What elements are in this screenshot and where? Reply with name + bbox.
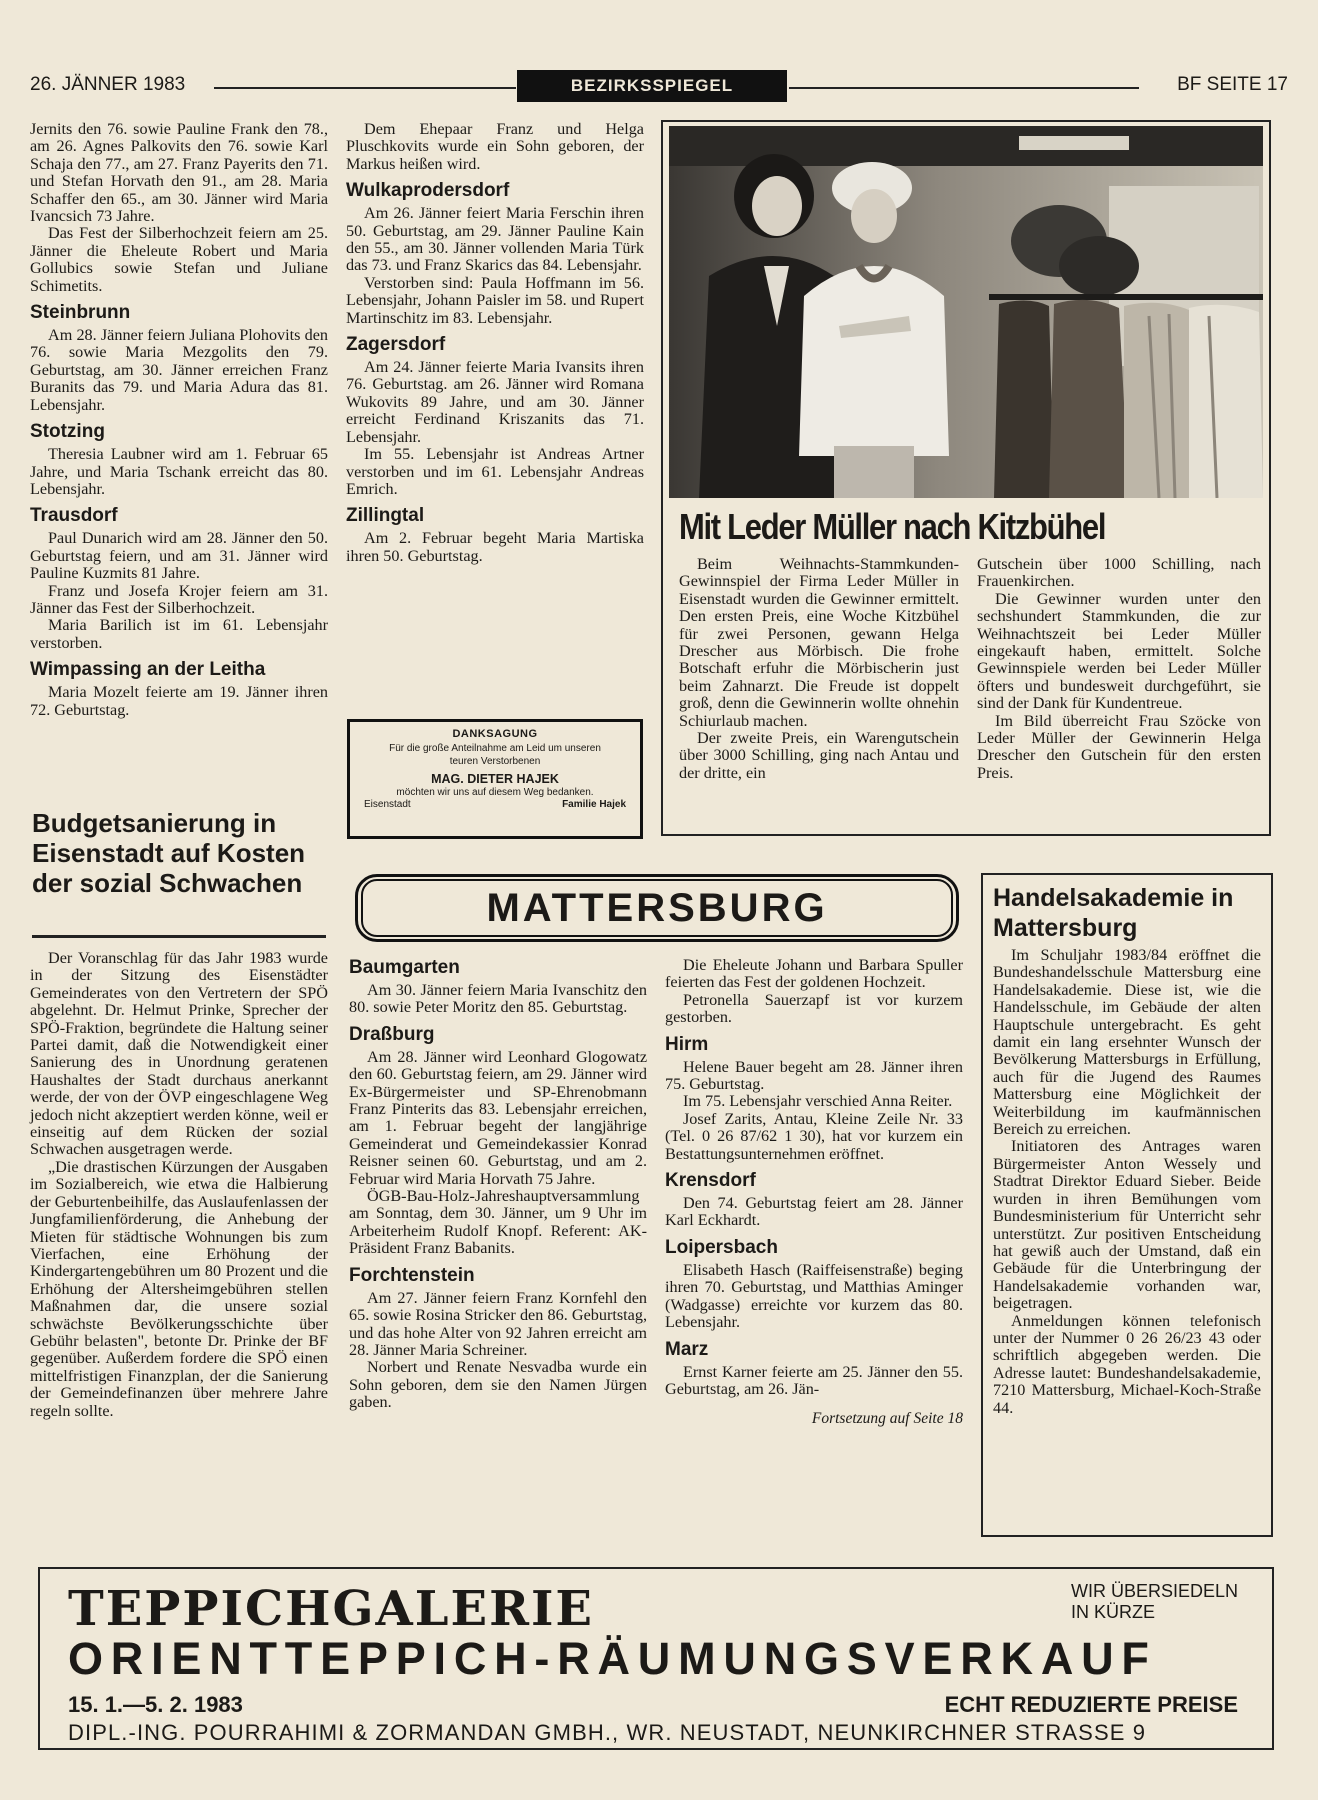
heading-wulkaprodersdorf: Wulkaprodersdorf <box>346 180 510 202</box>
teppichgalerie-ad <box>38 1567 1274 1750</box>
budget-text <box>30 950 328 1420</box>
dank-family: Familie Hajek <box>562 799 626 810</box>
text-wulka-1: Am 26. Jänner feiert Maria Ferschin ihren 50. Geburtstag, am 29. Jänner Pauline Kain den 55., am 30. Jänner vollenden Maria Türk das 73. und Franz Skarics das 84. Lebensjahr. <box>346 204 644 275</box>
dank-line-3: möchten wir uns auf diesem Weg bedanken. <box>396 787 594 798</box>
text-spuller: Die Eheleute Johann und Barbara Spuller feierten das Fest der goldenen Hochzeit. <box>665 956 963 992</box>
text-drassburg-1: Am 28. Jänner wird Leonhard Glogowatz den 60. Geburtstag feiern, am 29. Jänner wird Ex-Bürgermeister und SP-Ehrenobmann Franz Pinterits das 83. Lebensjahr erreichen, am 1. Februar begeht der langjährige Gemeinderat und Gemeindekassier Konrad Reisner seinen 60. Geburtstag, und am 2. Februar wird Maria Horvath 75 Jahre. <box>349 1047 647 1188</box>
hak-text <box>993 947 1261 1417</box>
text-zillingtal: Am 2. Februar begeht Maria Martiska ihren 50. Geburtstag. <box>346 529 644 565</box>
heading-steinbrunn: Steinbrunn <box>30 302 131 324</box>
issue-date: 26. JÄNNER 1983 <box>30 74 186 95</box>
header-rule-left <box>214 87 516 89</box>
leder-mueller-article <box>661 120 1271 836</box>
column-2 <box>346 121 644 565</box>
ad-headline: ORIENTTEPPICH-RÄUMUNGSVERKAUF <box>68 1633 1157 1684</box>
text-zagers-1: Am 24. Jänner feierte Maria Ivansits ihren 76. Geburtstag. am 26. Jänner wird Romana Wukovits 89 Jahre, und am 30. Jänner erreicht Ferdinand Kriszanits das 71. Lebensjahr. <box>346 358 644 446</box>
leder-left-2: Der zweite Preis, ein Warengutschein über 3000 Schilling, ging nach Antau und der dritte, ein <box>679 729 959 782</box>
ad-note-1: WIR ÜBERSIEDELN <box>1070 1581 1238 1601</box>
budget-headline: Budgetsanierung in Eisenstadt auf Kosten der sozial Schwachen <box>32 808 306 898</box>
text-hirm-1: Helene Bauer begeht am 28. Jänner ihren 75. Geburtstag. <box>665 1057 963 1094</box>
heading-zagersdorf: Zagersdorf <box>346 334 446 356</box>
dank-title: DANKSAGUNG <box>452 728 538 740</box>
leder-left-1: Beim Weihnachts-Stammkunden-Gewinnspiel der Firma Leder Müller in Eisenstadt wurden die Gewinner ermittelt. Den ersten Preis, eine Woche Kitzbühel für zwei Personen, gewann Helga Drescher aus Mörbisch. Die frohe Botschaft erfuhr die Mörbischerin just beim Zahnarzt. Die Freude ist doppelt groß, denn die Gewinnerin wollte ohnehin Schiurlaub machen. <box>679 555 959 730</box>
mattersburg-title: MATTERSBURG <box>361 879 953 937</box>
text-hirm-3: Josef Zarits, Antau, Kleine Zeile Nr. 33 (Tel. 0 26 87/62 1 30), hat vor kurzem ein Bestattungsunternehmen eröffnet. <box>665 1109 963 1163</box>
col2-intro: Dem Ehepaar Franz und Helga Pluschkovits wurde ein Sohn geboren, der Markus heißen wird. <box>346 120 644 173</box>
text-forch-1: Am 27. Jänner feiern Franz Kornfehl den 65. sowie Rosina Stricker den 86. Geburtstag, und das hohe Alter von 92 Jahren erreicht am 28. Jänner Maria Schreiner. <box>349 1288 647 1359</box>
heading-baumgarten: Baumgarten <box>349 957 460 978</box>
heading-trausdorf: Trausdorf <box>30 505 118 527</box>
text-wulka-2: Verstorben sind: Paula Hoffmann im 56. Lebensjahr, Johann Paisler im 58. und Rupert Martinschitz im 83. Lebensjahr. <box>346 273 644 327</box>
mattersburg-banner <box>355 874 959 942</box>
photo-illustration <box>669 126 1263 498</box>
dank-line-1: Für die große Anteilnahme am Leid um unseren <box>389 743 601 754</box>
dank-name: MAG. DIETER HAJEK <box>431 772 559 786</box>
heading-drassburg: Draßburg <box>349 1023 435 1045</box>
section-badge: BEZIRKSSPIEGEL <box>517 70 787 102</box>
hak-p2: Initiatoren des Antrages waren Bürgermeister Anton Wessely und Stadtrat Direktor Eduard Sieber. Beide wurden in ihren Bemühungen vom Bundesministerium für Unterricht sehr unterstützt. Zur positiven Entscheidung hat gewiß auch der Umstand, daß ein Gebäude für die Unterbringung der Handelsakademie vorhanden war, beigetragen. <box>993 1137 1261 1313</box>
handelsakademie-article <box>981 873 1273 1537</box>
text-krensdorf: Den 74. Geburtstag feiert am 28. Jänner Karl Eckhardt. <box>665 1194 963 1230</box>
text-loipersbach: Elisabeth Hasch (Raiffeisenstraße) beging ihren 70. Geburtstag, und Matthias Aminger (Wadgasse) erreichte vor kurzem das 80. Lebensjahr. <box>665 1260 963 1332</box>
leder-right-2: Die Gewinner wurden unter den sechshundert Stammkunden, die zur Weihnachtszeit bei Leder Müller eingekauft haben, ermittelt. Solche Gewinnspiele werden bei Leder Müller öfters und bundesweit durchgeführt, sie sind der Dank für Kundentreue. <box>977 589 1261 713</box>
column-1 <box>30 121 328 719</box>
heading-hirm: Hirm <box>665 1033 709 1055</box>
col1-intro: Jernits den 76. sowie Pauline Frank den 78., am 26. Agnes Palkovits den 76. sowie Karl Schaja den 77., am 27. Franz Payerits den 71. und Stefan Horvath den 91., am 28. Maria Schaffer den 65., am 30. Jänner wird Maria Ivancsich 73 Jahre. <box>30 120 328 226</box>
text-steinbrunn: Am 28. Jänner feiern Juliana Plohovits den 76. sowie Maria Mezgolits den 79. Geburtstag, am 30. Jänner erreichen Franz Buranits das 79. und Maria Adura das 81. Lebensjahr. <box>30 326 328 414</box>
text-stotzing: Theresia Laubner wird am 1. Februar 65 Jahre, und Maria Tschank erreicht das 80. Lebensjahr. <box>30 445 328 498</box>
heading-forchtenstein: Forchtenstein <box>349 1264 475 1286</box>
leder-right-3: Im Bild überreicht Frau Szöcke von Leder Müller der Gewinnerin Helga Drescher den Gutschein für den ersten Preis. <box>977 711 1261 782</box>
hak-p3: Anmeldungen können telefonisch unter der Nummer 0 26 26/23 43 oder schriftlich abgegeben werden. Die Adresse lautet: Bundeshandelsakademie, 7210 Mattersburg, Michael-Koch-Straße 44. <box>993 1311 1261 1417</box>
text-wimpassing: Maria Mozelt feierte am 19. Jänner ihren 72. Geburtstag. <box>30 683 328 719</box>
ad-note-2: IN KÜRZE <box>1070 1602 1155 1622</box>
mattersburg-col-a <box>349 957 647 1412</box>
dank-place: Eisenstadt <box>364 799 411 810</box>
hak-headline: Handelsakademie in Mattersburg <box>993 884 1234 942</box>
page-number: BF SEITE 17 <box>1177 74 1288 95</box>
text-trausdorf-1: Paul Dunarich wird am 28. Jänner den 50. Geburtstag feiern, und am 31. Jänner wird Pauline Kuzmits 81 Jahre. <box>30 529 328 583</box>
dank-line-2: teuren Verstorbenen <box>449 756 541 767</box>
heading-loipersbach: Loipersbach <box>665 1236 778 1258</box>
ad-dates: 15. 1.—5. 2. 1983 <box>68 1692 243 1717</box>
text-zagers-2: Im 55. Lebensjahr ist Andreas Artner verstorben und im 61. Lebensjahr Andreas Emrich. <box>346 445 644 498</box>
heading-krensdorf: Krensdorf <box>665 1170 756 1192</box>
col1-intro2: Das Fest der Silberhochzeit feiern am 25. Jänner die Eheleute Robert und Maria Gollubics sowie Stefan und Juliane Schimetits. <box>30 224 328 295</box>
hak-p1: Im Schuljahr 1983/84 eröffnet die Bundeshandelsschule Mattersburg eine Handelsakademie. Diese ist, wie die Handelsschule, im Gebäude der alten Hauptschule untergebracht. Es geht damit ein lang ersehnter Wunsch der Bevölkerung Mattersburgs in Erfüllung, auch für die Jugend des Raumes Mattersburg eine Möglichkeit der Weiterbildung im kaufmännischen Bereich zu erreichen. <box>993 946 1261 1139</box>
text-drassburg-2: ÖGB-Bau-Holz-Jahreshauptversammlung am Sonntag, dem 30. Jänner, um 9 Uhr im Arbeiterheim Rudolf Knopf. Referent: AK-Präsident Franz Babanits. <box>349 1187 647 1258</box>
ad-note <box>1071 1581 1238 1623</box>
leder-headline: Mit Leder Müller nach Kitzbühel <box>679 506 1106 547</box>
heading-zillingtal: Zillingtal <box>346 505 425 527</box>
text-baumgarten: Am 30. Jänner feiern Maria Ivanschitz den 80. sowie Peter Moritz den 85. Geburtstag. <box>349 981 647 1017</box>
ad-company: DIPL.-ING. POURRAHIMI & ZORMANDAN GMBH., WR. NEUSTADT, NEUNKIRCHNER STRASSE 9 <box>68 1720 1147 1745</box>
ad-brand: TEPPICHGALERIE <box>68 1581 594 1637</box>
heading-marz: Marz <box>665 1338 709 1360</box>
text-trausdorf-2: Franz und Josefa Krojer feiern am 31. Jänner das Fest der Silberhochzeit. <box>30 581 328 617</box>
leder-text-left <box>679 556 959 782</box>
heading-stotzing: Stotzing <box>30 421 105 443</box>
text-hirm-2: Im 75. Lebensjahr verschied Anna Reiter. <box>683 1092 953 1111</box>
text-sauerzapf: Petronella Sauerzapf ist vor kurzem gestorben. <box>665 990 963 1027</box>
budget-p2: „Die drastischen Kürzungen der Ausgaben im Sozialbereich, wie etwa die Halbierung der Geburtenbeihilfe, das Auslaufenlassen der Jungfamilienförderung, die Anhebung der Mieten für städtische Wohnungen bis zum Vierfachen, eine Erhöhung der Kindergartengebühren um 80 Prozent und die Erhöhung der Altersheimgebühren stellen Maßnahmen dar, die unsere sozial schwächste Bevölkerungsschichte über Gebühr belasten", betonte Dr. Prinke der BF gegenüber. Außerdem fordere die SPÖ einen mittelfristigen Finanzplan, der die Sanierung der Gemeindefinanzen über mehrere Jahre regeln sollte. <box>30 1157 329 1420</box>
budget-rule <box>32 935 326 938</box>
mattersburg-col-b <box>665 957 963 1428</box>
text-marz: Ernst Karner feierte am 25. Jänner den 55. Geburtstag, am 26. Jän- <box>665 1362 963 1398</box>
heading-wimpassing: Wimpassing an der Leitha <box>30 659 266 681</box>
ad-prices: ECHT REDUZIERTE PREISE <box>944 1692 1238 1717</box>
budget-p1: Der Voranschlag für das Jahr 1983 wurde in der Sitzung des Eisenstädter Gemeinderates von den Vertretern der SPÖ abgelehnt. Dr. Helmut Prinke, Sprecher der SPÖ-Fraktion, begründete die Haltung seiner Partei damit, daß die Notwendigkeit einer Sanierung des in Unordnung geratenen Haushaltes der Stadt durchaus anerkannt werde, der von der ÖVP eingeschlagene Weg jedoch nicht akzeptiert werden könne, weil er einseitig auf dem Rücken der sozial Schwachen ausgetragen werde. <box>30 949 328 1159</box>
header-rule-right <box>789 87 1139 89</box>
text-forch-2: Norbert und Renate Nesvadba wurde ein Sohn geboren, dem sie den Namen Jürgen gaben. <box>349 1358 647 1412</box>
leder-text-right <box>977 556 1261 782</box>
text-trausdorf-3: Maria Barilich ist im 61. Lebensjahr verstorben. <box>30 616 328 652</box>
continuation-note: Fortsetzung auf Seite 18 <box>811 1410 963 1428</box>
leder-right-1: Gutschein über 1000 Schilling, nach Frauenkirchen. <box>977 555 1261 591</box>
danksagung-box <box>347 719 643 839</box>
photo-two-women-fur-shop <box>669 126 1263 498</box>
